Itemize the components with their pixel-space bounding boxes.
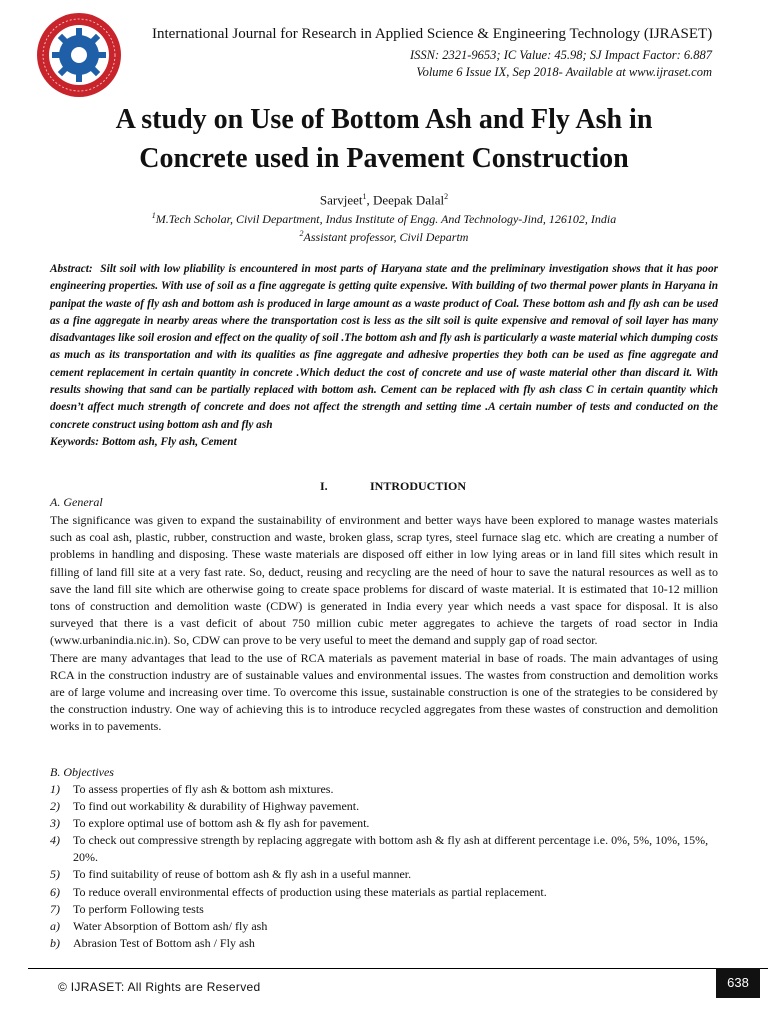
author-list (0, 192, 768, 208)
list-marker: 2) (50, 799, 60, 814)
page-number: 638 (716, 968, 760, 998)
list-text: To explore optimal use of bottom ash & fly ash for pavement. (73, 816, 370, 831)
issn-line: ISSN: 2321-9653; IC Value: 45.98; SJ Impact Factor: 6.887 (409, 48, 712, 62)
keywords: Keywords: Bottom ash, Fly ash, Cement (50, 435, 237, 448)
author-name: Deepak Dalal (372, 192, 445, 208)
subsection-objectives: B. Objectives (50, 765, 114, 779)
copyright-notice: © IJRASET: All Rights are Reserved (58, 980, 261, 994)
list-marker: 4) (50, 833, 60, 848)
author-separator: , (366, 192, 373, 208)
paper-title (0, 100, 768, 179)
list-item (50, 866, 720, 883)
list-item (50, 918, 720, 935)
journal-seal-gear-icon (34, 10, 124, 100)
section-number: I. (320, 479, 328, 493)
list-item (50, 815, 720, 832)
list-item (50, 798, 720, 815)
list-text: To check out compressive strength by replacing aggregate with bottom ash & fly ash at different percentage i.e. 0%, 5%, 10%, 15%, 20%. (73, 833, 709, 865)
list-marker: 5) (50, 867, 60, 882)
list-marker: 1) (50, 782, 60, 796)
volume-line: Volume 6 Issue IX, Sep 2018- Available at www.ijraset.com (416, 65, 712, 79)
list-item (50, 832, 720, 866)
title-line-1: A study on Use of Bottom Ash and Fly Ash in (115, 104, 653, 135)
abstract-text: Silt soil with low pliability is encountered in most parts of Haryana state and the preliminary investigation shows that it has poor engineering properties. With use of soil as a fine aggregate is getting quite expensive. With building of two thermal power plants in Haryana in panipat the waste of fly ash and bottom ash is produced in large amount as a waste product of Coal. These bottom ash and fly ash can be used as a fine aggregate in nearby areas where the transportation cost is less as the silt soil is quite expensive and removal of soil layer has many disadvantages like soil erosion and effect on the quality of soil .The bottom ash and fly ash is particularly a waste material which dumping costs as much as its transportation and with its qualities as fine aggregate and adhesive properties they both can be used as fine aggregate and cement replacement in certain quantity in concrete .Which deduct the cost of concrete and use of waste material other than discard it. With results showing that sand can be partially replaced with bottom ash. Cement can be replaced with fly ash class C in certain quantity which doesn’t affect much strength of concrete and does not affect the strength and setting time .A certain number of tests and conducted on the concrete construct using bottom ash and fly ash (50, 263, 719, 431)
affil-sup: 1 (151, 211, 156, 220)
list-text: To find out workability & durability of Highway pavement. (73, 799, 360, 814)
list-item (50, 935, 720, 952)
section-name: INTRODUCTION (370, 479, 467, 493)
journal-name: International Journal for Research in Applied Science & Engineering Technology (IJRASET) (152, 26, 713, 42)
list-marker: 6) (50, 884, 60, 899)
author-sup: 1 (362, 192, 367, 201)
affiliation-2 (0, 229, 768, 245)
list-text: Abrasion Test of Bottom ash / Fly ash (73, 935, 255, 950)
author-name: Sarvjeet (319, 192, 363, 208)
affil-sup: 2 (299, 229, 304, 238)
list-text: To perform Following tests (73, 901, 204, 916)
list-marker: 7) (50, 901, 60, 916)
author-sup: 2 (444, 192, 449, 201)
list-marker: 3) (50, 816, 60, 831)
title-line-2: Concrete used in Pavement Construction (139, 143, 629, 174)
subsection-general: A. General (50, 495, 103, 509)
journal-seal-logo (34, 10, 124, 100)
list-text: To assess properties of fly ash & bottom ash mixtures. (73, 782, 334, 796)
list-text: Water Absorption of Bottom ash/ fly ash (73, 918, 268, 933)
affil-text: Assistant professor, Civil Departm (303, 230, 469, 244)
list-item (50, 781, 720, 798)
list-marker: b) (50, 935, 60, 950)
objectives-list (50, 781, 720, 952)
paragraph: The significance was given to expand the sustainability of environment and better ways have been explored to manage wastes materials such as coal ash, plastic, rubber, construction and waste, broken glass, scrap tyres, steel furnace slag etc. which are creating a number of problems in handling and disposing. These waste materials are disposed off either in low lying areas or in land fill sites which result in filling of land fill site at a very fast rate. So, deduct, reusing and recycling are the need of hour to save the natural resources as well as to save the land fill site which are otherwise going to create space problems for discard of waste material. It is estimated that 10-12 million tons of construction and demolition waste (CDW) is generated in India every year which needs a vast space for disposal. It is also surveyed that there is a vast deficit of about 750 million cubic meter aggregates to achieve the targets of road sector in India (www.urbanindia.nic.in). So, CDW can prove to be very useful to meet the demand and supply gap of road sector. (50, 513, 718, 648)
list-text: To find suitability of reuse of bottom ash & fly ash in a useful manner. (73, 867, 412, 882)
list-marker: a) (50, 918, 60, 933)
intro-body (50, 512, 718, 736)
list-item (50, 884, 720, 901)
abstract (50, 261, 718, 451)
list-text: To reduce overall environmental effects of production using these materials as partial replacement. (73, 884, 547, 899)
affiliation-1 (0, 211, 768, 227)
footer-divider (28, 968, 768, 969)
abstract-label: Abstract: (50, 263, 93, 275)
list-item (50, 901, 720, 918)
affil-text: M.Tech Scholar, Civil Department, Indus Institute of Engg. And Technology-Jind, 126102, India (155, 212, 617, 226)
paragraph: There are many advantages that lead to the use of RCA materials as pavement material in base of roads. The main advantages of using RCA in the construction industry are of sustainable values and environmental issues. The wastes from construction and demolition works are of large volume and increasing over time. To overcome this issue, sustainable construction is one of the strategies to be considered by the construction industry. One way of achieving this is to introduce recycled aggregates from these wastes of construction and demolition works in to pavements. (50, 650, 718, 734)
